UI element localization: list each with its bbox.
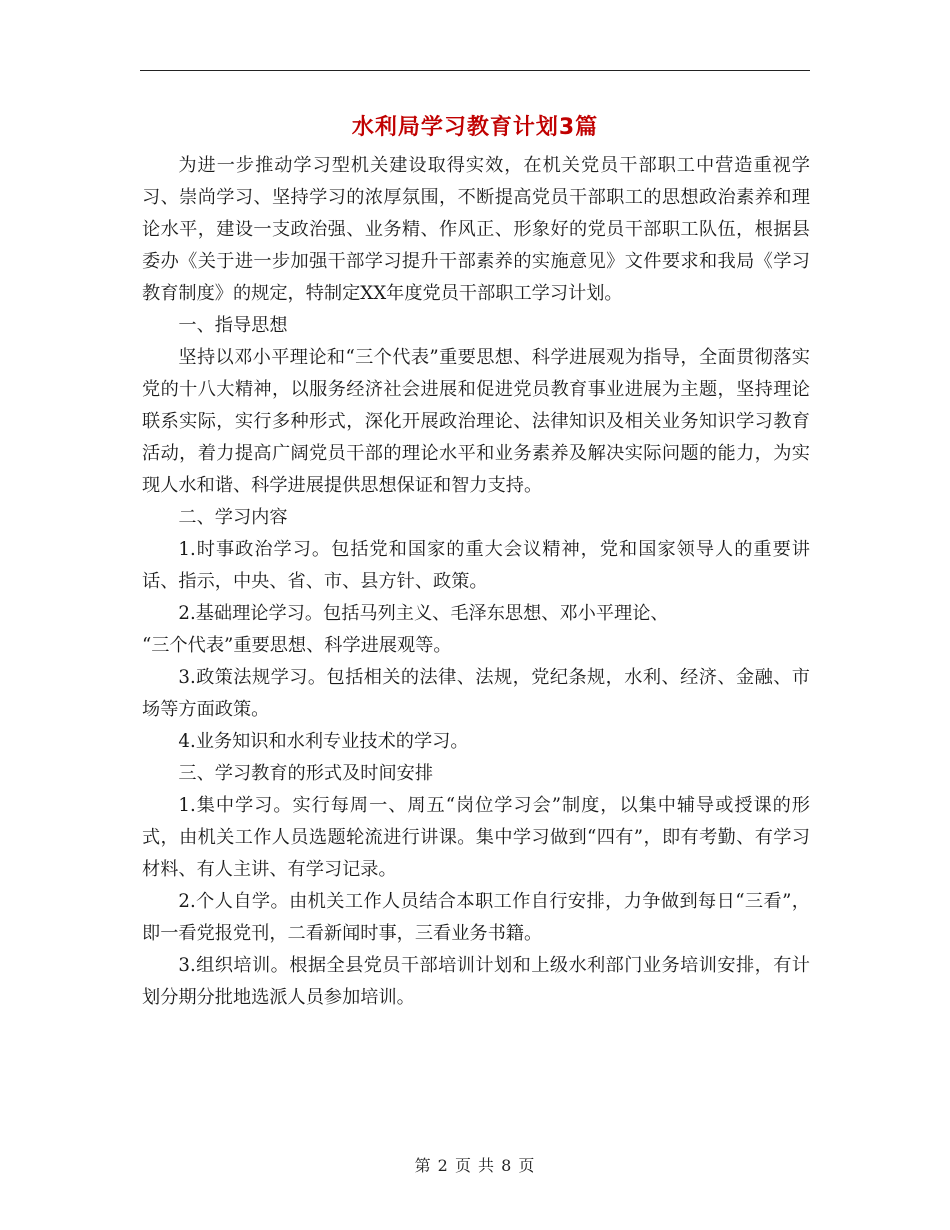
paragraph-intro: 为进一步推动学习型机关建设取得实效，在机关党员干部职工中营造重视学习、崇尚学习、坚持学习的浓厚氛围，不断提高党员干部职工的思想政治素养和理论水平，建设一支政治强、业务精、作风正、形象好的党员干部职工队伍，根据县委办《关于进一步加强干部学习提升干部素养的实施意见》文件要求和我局《学习教育制度》的规定，特制定XX年度党员干部职工学习计划。	[142, 155, 810, 304]
paragraph-policy-law: 3.政策法规学习。包括相关的法律、法规，党纪条规，水利、经济、金融、市场等方面政策。	[142, 667, 810, 720]
heading-learning-content: 二、学习内容	[178, 507, 288, 528]
paragraph-guiding-ideology: 坚持以邓小平理论和“三个代表”重要思想、科学进展观为指导，全面贯彻落实党的十八大精神，以服务经济社会进展和促进党员教育事业进展为主题，坚持理论联系实际，实行多种形式，深化开展政治理论、法律知识及相关业务知识学习教育活动，着力提高广阔党员干部的理论水平和业务素养及解决实际问题的能力，为实现人水和谐、科学进展提供思想保证和智力支持。	[142, 347, 810, 496]
paragraph-training: 3.组织培训。根据全县党员干部培训计划和上级水利部门业务培训安排，有计划分期分批地选派人员参加培训。	[142, 955, 810, 1008]
paragraph-group-study: 1.集中学习。实行每周一、周五“岗位学习会”制度，以集中辅导或授课的形式，由机关工作人员选题轮流进行讲课。集中学习做到“四有”，即有考勤、有学习材料、有人主讲、有学习记录。	[142, 795, 810, 880]
document-body	[142, 150, 810, 1014]
page-number: 第 2 页 共 8 页	[414, 1156, 536, 1175]
heading-guiding-ideology: 一、指导思想	[178, 315, 288, 336]
paragraph-basic-theory-cont: “三个代表”重要思想、科学进展观等。	[142, 635, 452, 656]
paragraph-basic-theory: 2.基础理论学习。包括马列主义、毛泽东思想、邓小平理论、	[178, 603, 669, 624]
paragraph-self-study: 2.个人自学。由机关工作人员结合本职工作自行安排，力争做到每日“三看”，即一看党报党刊，二看新闻时事，三看业务书籍。	[142, 891, 810, 944]
paragraph-current-affairs: 1.时事政治学习。包括党和国家的重大会议精神，党和国家领导人的重要讲话、指示，中央、省、市、县方针、政策。	[142, 539, 810, 592]
heading-forms-schedule: 三、学习教育的形式及时间安排	[178, 763, 434, 784]
paragraph-business-knowledge: 4.业务知识和水利专业技术的学习。	[178, 731, 469, 752]
header-rule	[140, 70, 810, 71]
document-title: 水利局学习教育计划3篇	[351, 115, 599, 140]
